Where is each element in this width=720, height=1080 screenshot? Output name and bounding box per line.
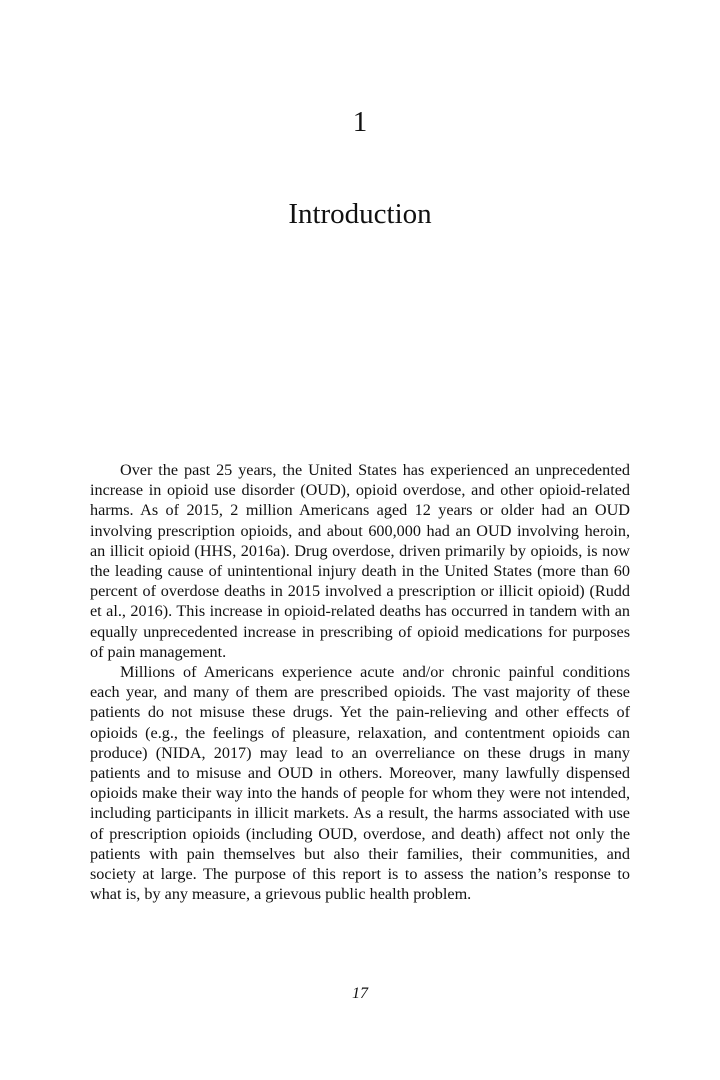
paragraph: Over the past 25 years, the United States has experienced an unprecedented increase in opioid use disorder (OUD), opioid overdose, and other opioid-related harms. As of 2015, 2 million Americans aged 12 years or older had an OUD involving prescription opioids, and about 600,000 had an OUD involving heroin, an illicit opioid (HHS, 2016a). Drug overdose, driven primarily by opioids, is now the leading cause of unintentional injury death in the United States (more than 60 percent of overdose deaths in 2015 involved a prescription or illicit opioid) (Rudd et al., 2016). This increase in opioid-related deaths has occurred in tandem with an equally unprecedented increase in prescribing of opioid medications for purposes of pain management. — [90, 461, 630, 661]
body-text — [90, 460, 630, 904]
chapter-number: 1 — [352, 106, 368, 138]
paragraph: Millions of Americans experience acute and/or chronic painful conditions each year, and many of them are prescribed opioids. The vast majority of these patients do not misuse these drugs. Yet the pain-relieving and other effects of opioids (e.g., the feelings of pleasure, relaxation, and contentment opioids can produce) (NIDA, 2017) may lead to an overreliance on these drugs in many patients and to misuse and OUD in others. Moreover, many lawfully dispensed opioids make their way into the hands of people for whom they were not intended, including participants in illicit markets. As a result, the harms associated with use of prescription opioids (including OUD, overdose, and death) affect not only the patients with pain themselves but also their families, their communities, and society at large. The purpose of this report is to assess the nation’s response to what is, by any measure, a grievous public health problem. — [90, 663, 630, 904]
chapter-title: Introduction — [288, 198, 432, 230]
page-number: 17 — [352, 985, 368, 1002]
